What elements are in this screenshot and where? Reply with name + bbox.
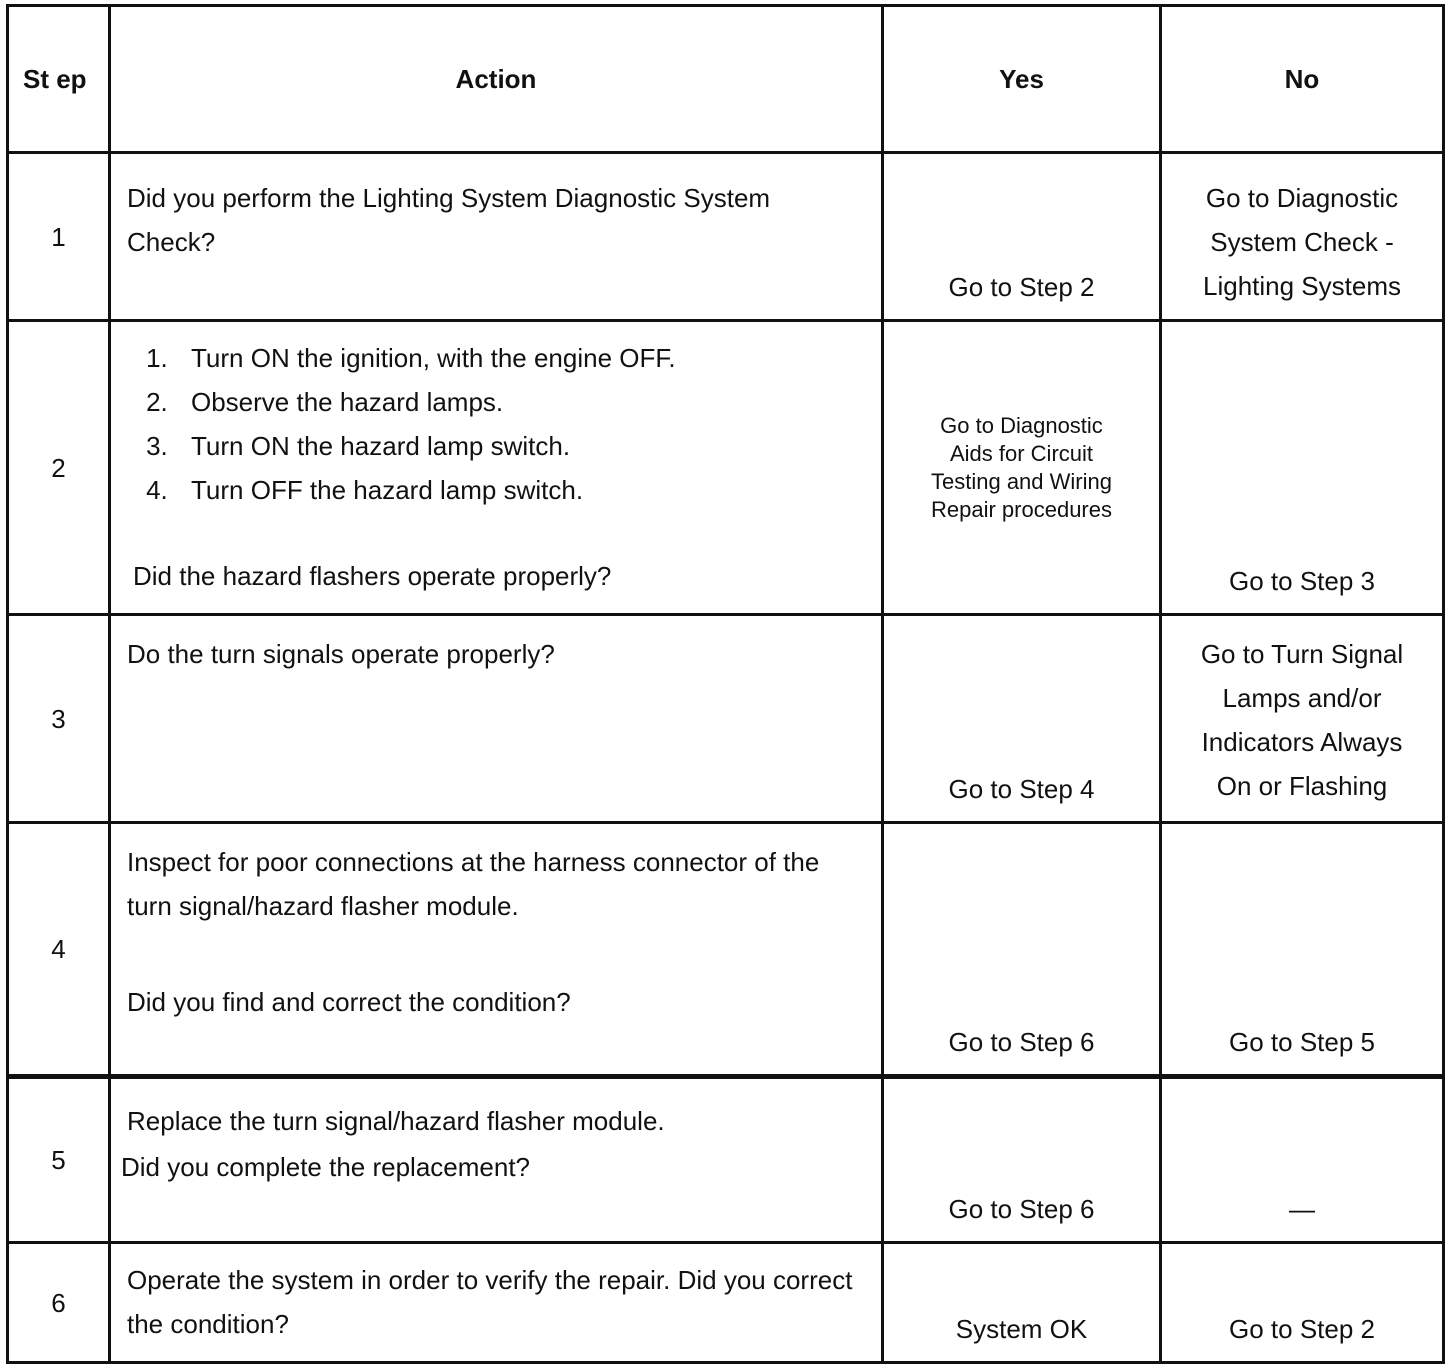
action-cell [110,321,883,615]
list-item: 1. Turn ON the ignition, with the engine OFF. [175,336,863,380]
table-row [8,1077,1444,1243]
step-number: 1 [8,153,110,321]
no-cell [1161,153,1444,321]
yes-line: Testing and Wiring [931,468,1112,494]
table-row [8,615,1444,823]
action-cell [110,153,883,321]
no-line: Lighting Systems [1203,271,1401,301]
no-cell [1161,1243,1444,1363]
step-number: 2 [8,321,110,615]
list-item: 4. Turn OFF the hazard lamp switch. [175,468,863,512]
table-row [8,1243,1444,1363]
action-cell [110,1243,883,1363]
action-question: Did you complete the replacement? [121,1152,531,1182]
table-row [8,321,1444,615]
action-cell [110,1077,883,1243]
header-action: Action [110,6,883,153]
yes-cell [883,1077,1161,1243]
action-text: Replace the turn signal/hazard flasher module. [127,1106,665,1136]
table-row [8,153,1444,321]
no-text: Go to Step 2 [1229,1314,1375,1344]
yes-text: System OK [955,1314,1088,1344]
no-cell [1161,823,1444,1077]
no-line: Go to Diagnostic [1205,183,1399,213]
no-text: Go to Step 3 [1229,566,1375,596]
no-text: Go to Step 5 [1229,1027,1375,1057]
yes-text: Go to Step 6 [948,1027,1095,1057]
yes-cell [883,153,1161,321]
step-number: 5 [8,1077,110,1243]
yes-line: Go to Diagnostic [940,412,1103,438]
yes-text: Go to Step 2 [948,272,1095,302]
yes-cell [883,615,1161,823]
yes-cell [883,321,1161,615]
list-item: 2. Observe the hazard lamps. [175,380,863,424]
action-cell [110,823,883,1077]
list-item: 3. Turn ON the hazard lamp switch. [175,424,863,468]
no-line: Lamps and/or [1222,683,1382,713]
action-text: Operate the system in order to verify the repair. Did you correct the condition? [127,1265,853,1339]
yes-text: Go to Step 6 [948,1194,1095,1224]
diagnostic-table [6,4,1445,1364]
action-question: Did the hazard flashers operate properly? [133,561,612,591]
no-line: System Check - [1210,227,1394,257]
header-no: No [1161,6,1444,153]
header-row [8,6,1444,153]
no-line: Go to Turn Signal [1200,639,1404,669]
header-yes: Yes [883,6,1161,153]
no-cell [1161,321,1444,615]
no-text: — [1289,1194,1315,1224]
yes-text: Go to Step 4 [948,774,1095,804]
no-line: Indicators Always [1201,727,1403,757]
no-cell [1161,615,1444,823]
yes-line: Aids for Circuit [949,440,1094,466]
header-step: St ep [8,6,110,153]
action-cell [110,615,883,823]
action-question: Did you find and correct the condition? [127,987,571,1017]
yes-line: Repair procedures [931,496,1112,522]
step-number: 4 [8,823,110,1077]
no-line: On or Flashing [1216,771,1388,801]
step-number: 3 [8,615,110,823]
action-text: Did you perform the Lighting System Diagnostic System Check? [127,183,771,257]
step-number: 6 [8,1243,110,1363]
yes-cell [883,1243,1161,1363]
no-cell [1161,1077,1444,1243]
action-steps-list [127,336,863,512]
action-text: Inspect for poor connections at the harness connector of the turn signal/hazard flasher module. [127,847,820,921]
table-row [8,823,1444,1077]
action-text: Do the turn signals operate properly? [127,639,555,669]
yes-cell [883,823,1161,1077]
